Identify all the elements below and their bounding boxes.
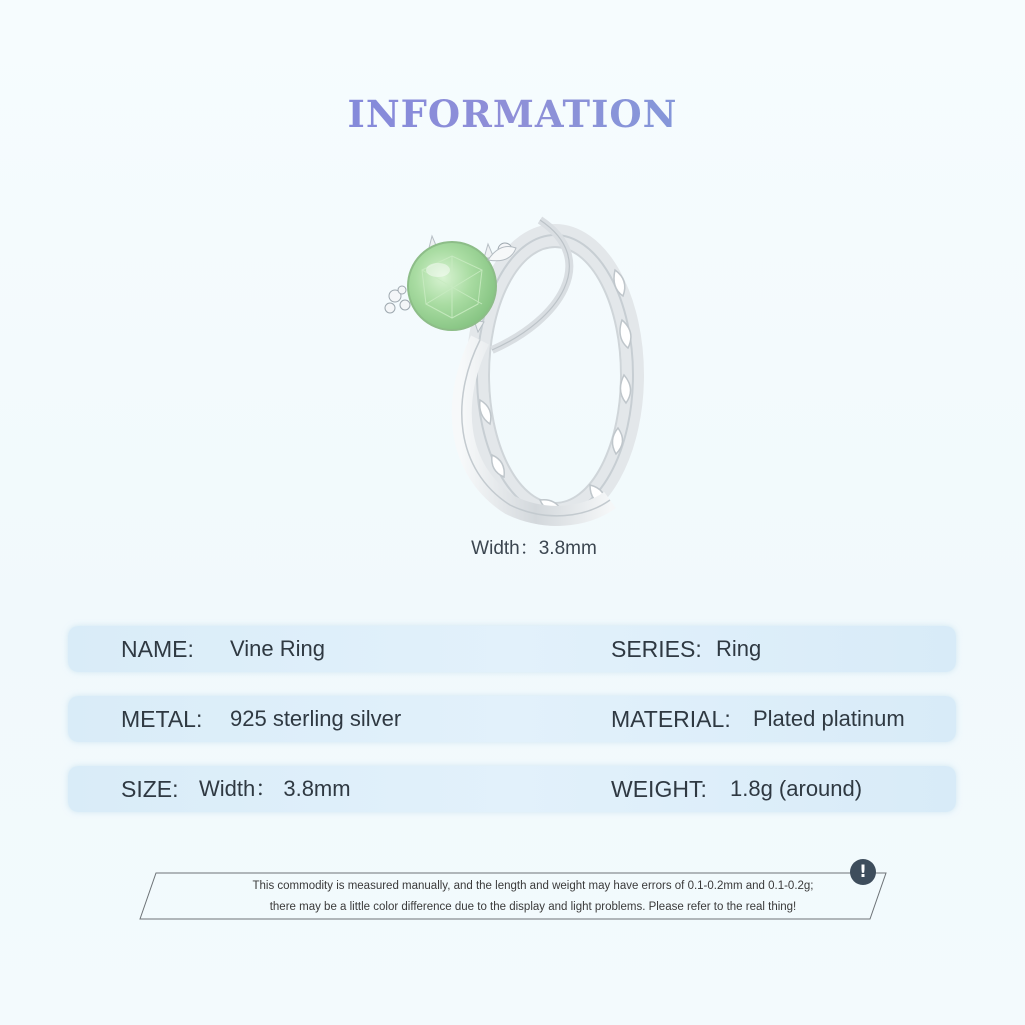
notice-line-1: This commodity is measured manually, and the length and weight may have errors of 0.1-0.2mm and 0.1-0.2g; xyxy=(252,880,814,892)
ring-width-caption: Width：3.8mm xyxy=(471,538,597,559)
page-title: INFORMATION xyxy=(0,92,1025,136)
disclaimer-notice xyxy=(138,872,888,920)
ring-illustration xyxy=(360,200,680,530)
spec-row-name xyxy=(68,626,956,672)
spec-value-metal: 925 sterling silver xyxy=(230,706,402,731)
spec-value-series: Ring xyxy=(716,636,762,661)
spec-key-material: MATERIAL: xyxy=(611,706,731,732)
spec-value-name: Vine Ring xyxy=(230,636,325,661)
spec-key-weight: WEIGHT: xyxy=(611,776,707,802)
ring-image xyxy=(360,200,680,530)
spec-key-name: NAME: xyxy=(121,636,194,662)
spec-value-material: Plated platinum xyxy=(753,706,905,731)
spec-row-size xyxy=(68,766,956,812)
spec-key-size: SIZE: xyxy=(121,776,179,802)
spec-row-metal xyxy=(68,696,956,742)
spec-key-series: SERIES: xyxy=(611,636,702,662)
spec-value-size: Width： 3.8mm xyxy=(199,776,351,801)
notice-line-2: there may be a little color difference due to the display and light problems. Please refer to the real thing! xyxy=(269,901,797,913)
spec-value-weight: 1.8g (around) xyxy=(730,776,863,801)
exclamation-icon: ! xyxy=(850,859,876,885)
spec-key-metal: METAL: xyxy=(121,706,203,732)
